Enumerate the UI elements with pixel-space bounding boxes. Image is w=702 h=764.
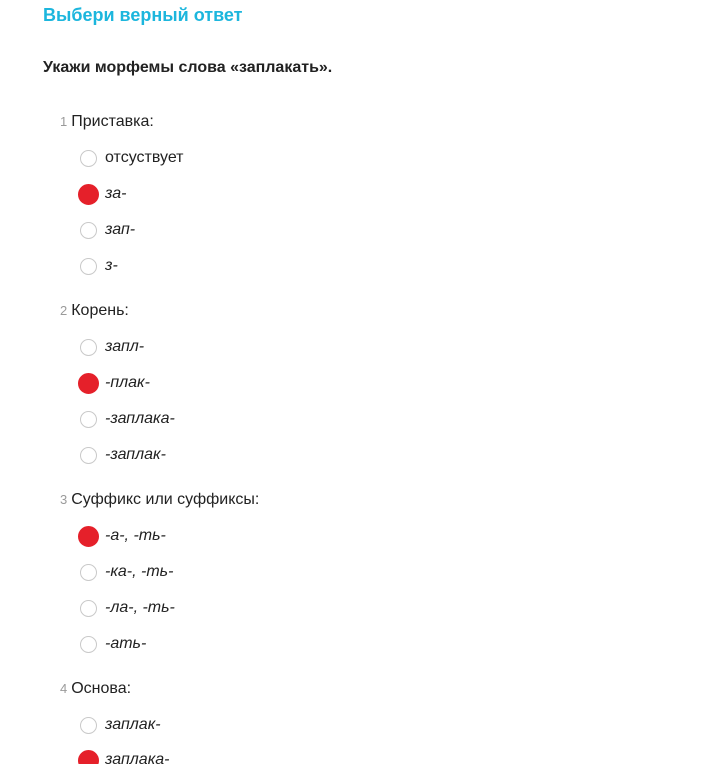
question-text: Укажи морфемы слова «заплакать». xyxy=(43,59,333,76)
part-3-option-1[interactable] xyxy=(78,524,166,548)
option-label: з- xyxy=(105,257,118,274)
option-label: заплака- xyxy=(105,751,170,764)
part-title: Корень: xyxy=(71,302,129,319)
option-label: отсуствует xyxy=(105,149,184,166)
part-1-option-2[interactable] xyxy=(78,182,126,206)
part-2-option-3[interactable] xyxy=(78,407,175,431)
option-label: -ла-, -ть- xyxy=(105,599,175,616)
part-2-option-1[interactable] xyxy=(78,335,144,359)
part-3-label xyxy=(60,491,259,509)
part-3-option-4[interactable] xyxy=(78,632,146,656)
option-label: запл- xyxy=(105,338,145,355)
part-2-label xyxy=(60,302,129,320)
radio-button[interactable] xyxy=(78,373,99,394)
part-4-option-2[interactable] xyxy=(78,748,169,764)
option-label: -плак- xyxy=(105,374,150,391)
radio-button[interactable] xyxy=(80,222,97,239)
option-label: -ка-, -ть- xyxy=(105,563,174,580)
radio-button[interactable] xyxy=(80,564,97,581)
radio-button[interactable] xyxy=(80,717,97,734)
part-1-option-3[interactable] xyxy=(78,218,135,242)
radio-button[interactable] xyxy=(78,184,99,205)
part-3-option-3[interactable] xyxy=(78,596,175,620)
part-number: 1 xyxy=(60,114,68,129)
part-title: Приставка: xyxy=(71,113,154,130)
radio-button[interactable] xyxy=(80,258,97,275)
part-number: 4 xyxy=(60,681,68,696)
page-title: Выбери верный ответ xyxy=(43,5,243,25)
part-number: 2 xyxy=(60,303,68,318)
part-2-option-2[interactable] xyxy=(78,371,150,395)
option-label: за- xyxy=(105,185,127,202)
part-title: Суффикс или суффиксы: xyxy=(71,491,260,508)
option-label: заплак- xyxy=(105,716,161,733)
option-label: -а-, -ть- xyxy=(105,527,166,544)
radio-button[interactable] xyxy=(78,750,99,764)
radio-button[interactable] xyxy=(80,411,97,428)
part-title: Основа: xyxy=(71,680,132,697)
radio-button[interactable] xyxy=(80,150,97,167)
part-1-label xyxy=(60,113,154,131)
part-3-option-2[interactable] xyxy=(78,560,173,584)
option-label: -заплак- xyxy=(105,446,166,463)
part-4-option-1[interactable] xyxy=(78,713,161,737)
part-2-option-4[interactable] xyxy=(78,443,166,467)
option-label: зап- xyxy=(105,221,136,238)
option-label: -ать- xyxy=(105,635,147,652)
radio-button[interactable] xyxy=(80,447,97,464)
radio-button[interactable] xyxy=(78,526,99,547)
radio-button[interactable] xyxy=(80,339,97,356)
radio-button[interactable] xyxy=(80,636,97,653)
option-label: -заплака- xyxy=(105,410,175,427)
radio-button[interactable] xyxy=(80,600,97,617)
part-1-option-4[interactable] xyxy=(78,254,118,278)
part-1-option-1[interactable] xyxy=(78,146,184,170)
part-4-label xyxy=(60,680,131,698)
part-number: 3 xyxy=(60,492,68,507)
